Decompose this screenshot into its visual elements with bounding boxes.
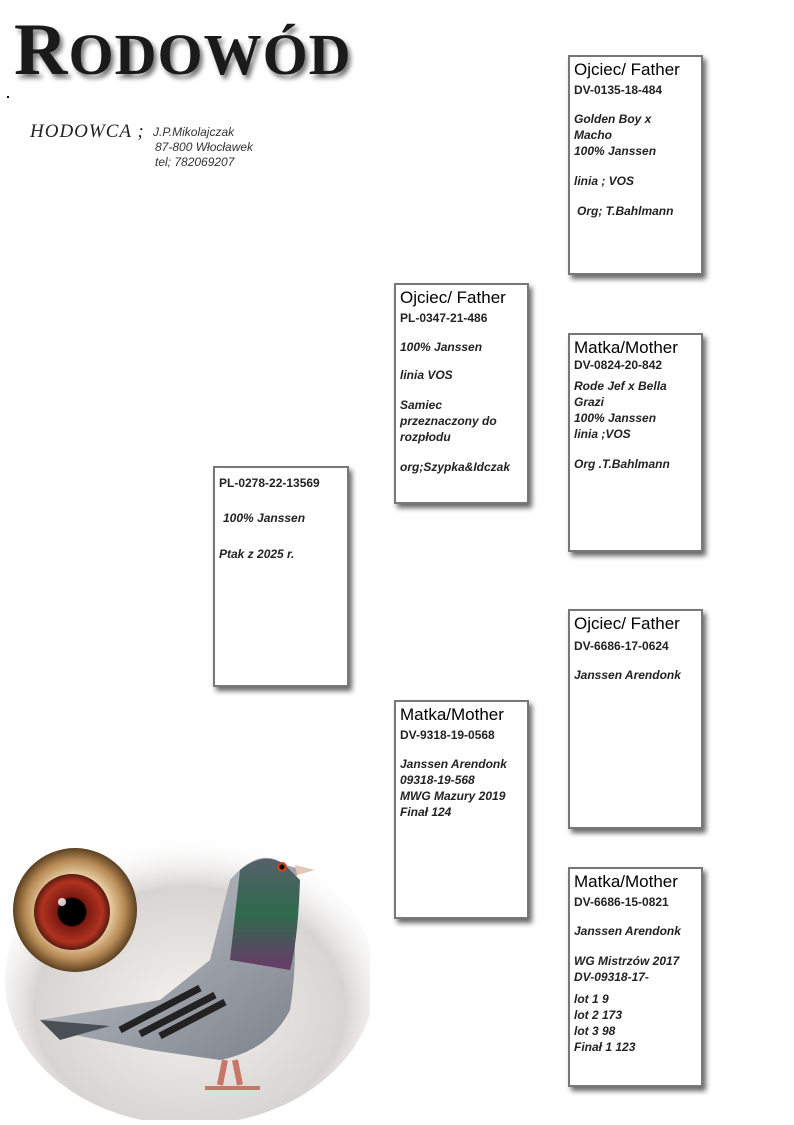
father-line: org;Szypka&Idczak (400, 460, 511, 474)
paternal-grandmother-line: Org .T.Bahlmann (574, 457, 670, 471)
paternal-grandfather-line: Macho (574, 128, 613, 142)
maternal-grandmother-card (568, 867, 703, 1087)
maternal-grandmother-line: lot 1 9 (574, 992, 609, 1006)
paternal-grandfather-line: linia ; VOS (574, 174, 635, 188)
maternal-grandmother-ring: DV-6686-15-0821 (574, 895, 669, 909)
paternal-grandmother-line: linia ;VOS (574, 427, 631, 441)
pigeon-photo (0, 820, 370, 1120)
maternal-grandmother-line: lot 2 173 (574, 1008, 623, 1022)
paternal-grandmother-role: Matka/Mother (574, 338, 678, 357)
maternal-grandmother-line: Janssen Arendonk (574, 924, 681, 938)
paternal-grandfather-ring: DV-0135-18-484 (574, 83, 663, 97)
maternal-grandfather-card (568, 609, 703, 829)
paternal-grandmother-ring: DV-0824-20-842 (574, 358, 663, 372)
paternal-grandfather-line: Golden Boy x (574, 112, 652, 126)
breeder-phone: tel; 782069207 (155, 155, 235, 169)
page-title: RODOWÓD (14, 9, 352, 91)
maternal-grandmother-role: Matka/Mother (574, 872, 678, 891)
breeder-address: 87-800 Włocławek (155, 140, 254, 154)
father-line: 100% Janssen (400, 340, 483, 354)
father-line: rozpłodu (400, 430, 451, 444)
father-line: linia VOS (400, 368, 453, 382)
paternal-grandfather-card (568, 55, 703, 275)
breeder-label: HODOWCA ; (30, 121, 145, 142)
paternal-grandfather-line: 100% Janssen (574, 144, 657, 158)
maternal-grandfather-ring: DV-6686-17-0624 (574, 639, 669, 653)
maternal-grandmother-line: DV-09318-17- (574, 970, 649, 984)
father-card (394, 283, 529, 504)
breeder-name: J.P.Mikolajczak (153, 125, 235, 139)
father-ring: PL-0347-21-486 (400, 311, 488, 325)
subject-card (213, 466, 349, 687)
stray-dot (7, 96, 9, 98)
paternal-grandfather-line: Org; T.Bahlmann (577, 204, 674, 218)
father-role: Ojciec/ Father (400, 288, 506, 307)
maternal-grandfather-role: Ojciec/ Father (574, 614, 680, 633)
maternal-grandmother-line: lot 3 98 (574, 1024, 616, 1038)
father-line: przeznaczony do (400, 414, 497, 428)
mother-role: Matka/Mother (400, 705, 504, 724)
mother-line: 09318-19-568 (400, 773, 475, 787)
mother-line: Finał 124 (400, 805, 452, 819)
breeder-info (155, 125, 253, 170)
paternal-grandmother-line: 100% Janssen (574, 411, 657, 425)
maternal-grandmother-line: Finał 1 123 (574, 1040, 636, 1054)
paternal-grandmother-line: Grazi (574, 395, 605, 409)
paternal-grandmother-card (568, 333, 703, 552)
maternal-grandfather-line: Janssen Arendonk (574, 668, 681, 682)
subject-line: 100% Janssen (223, 511, 306, 525)
maternal-grandmother-line: WG Mistrzów 2017 (574, 954, 680, 968)
mother-line: Janssen Arendonk (400, 757, 507, 771)
mother-card (394, 700, 529, 919)
subject-line: Ptak z 2025 r. (219, 547, 295, 561)
subject-ring: PL-0278-22-13569 (219, 476, 320, 490)
father-line: Samiec (400, 398, 443, 412)
paternal-grandmother-line: Rode Jef x Bella (574, 379, 667, 393)
mother-ring: DV-9318-19-0568 (400, 728, 495, 742)
mother-line: MWG Mazury 2019 (400, 789, 506, 803)
paternal-grandfather-role: Ojciec/ Father (574, 60, 680, 79)
